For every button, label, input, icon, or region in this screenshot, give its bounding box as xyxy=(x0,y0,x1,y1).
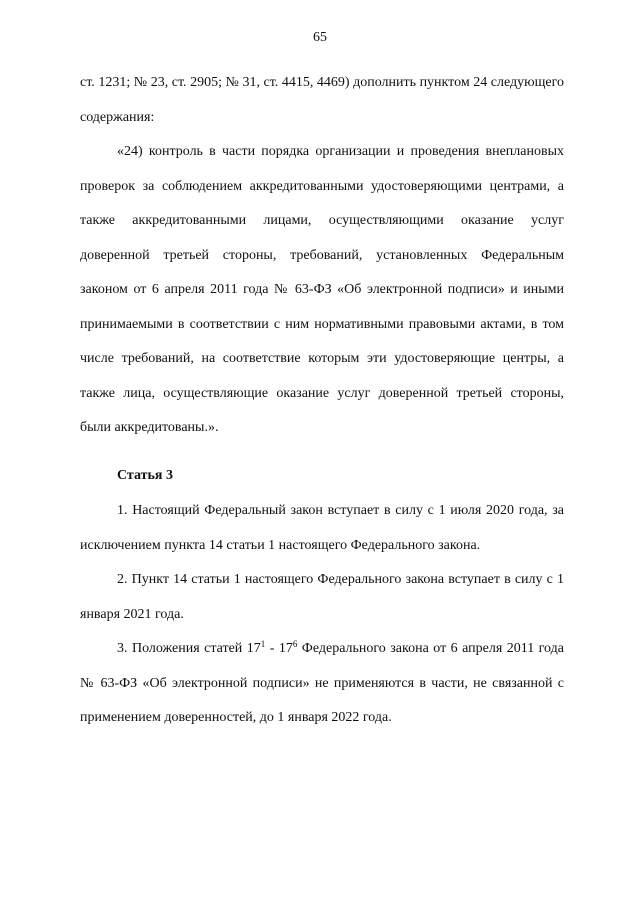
clause-3-text-part3: Федерального закона от 6 апреля 2011 года № 63-ФЗ «Об электронной подписи» не применяются в части, не связанной с применением доверенностей, до 1 января 2022 года. xyxy=(80,641,564,725)
paragraph-clause-2: 2. Пункт 14 статьи 1 настоящего Федерального закона вступает в силу с 1 января 2021 года. xyxy=(80,572,564,622)
paragraph-continuation: ст. 1231; № 23, ст. 2905; № 31, ст. 4415, 4469) дополнить пунктом 24 следующего содержания: xyxy=(80,75,564,125)
paragraph-item-24: «24) контроль в части порядка организации и проведения внеплановых проверок за соблюдением аккредитованными удостоверяющими центрами, а также аккредитованными лицами, осуществляющими оказание услуг доверенной третьей стороны, требований, установленных Федеральным законом от 6 апреля 2011 года № 63-ФЗ «Об электронной подписи» и иными принимаемыми в соответствии с ним нормативными правовыми актами, в том числе требований, на соответствие которым эти удостоверяющие центры, а также лица, осуществляющие оказание услуг доверенной третьей стороны, были аккредитованы.». xyxy=(80,144,564,435)
document-body xyxy=(80,66,564,736)
page-number: 65 xyxy=(313,30,327,45)
paragraph-clause-3 xyxy=(80,632,564,736)
article-heading: Статья 3 xyxy=(117,467,173,483)
clause-3-superscript-1: 1 xyxy=(260,639,266,649)
clause-3-text-part1: 3. Положения статей 17 xyxy=(117,641,261,656)
clause-3-text-part2: - 17 xyxy=(265,641,293,656)
paragraph-clause-1: 1. Настоящий Федеральный закон вступает в силу с 1 июля 2020 года, за исключением пункта 14 статьи 1 настоящего Федерального закона. xyxy=(80,503,564,553)
clause-3-superscript-6: 6 xyxy=(292,639,298,649)
